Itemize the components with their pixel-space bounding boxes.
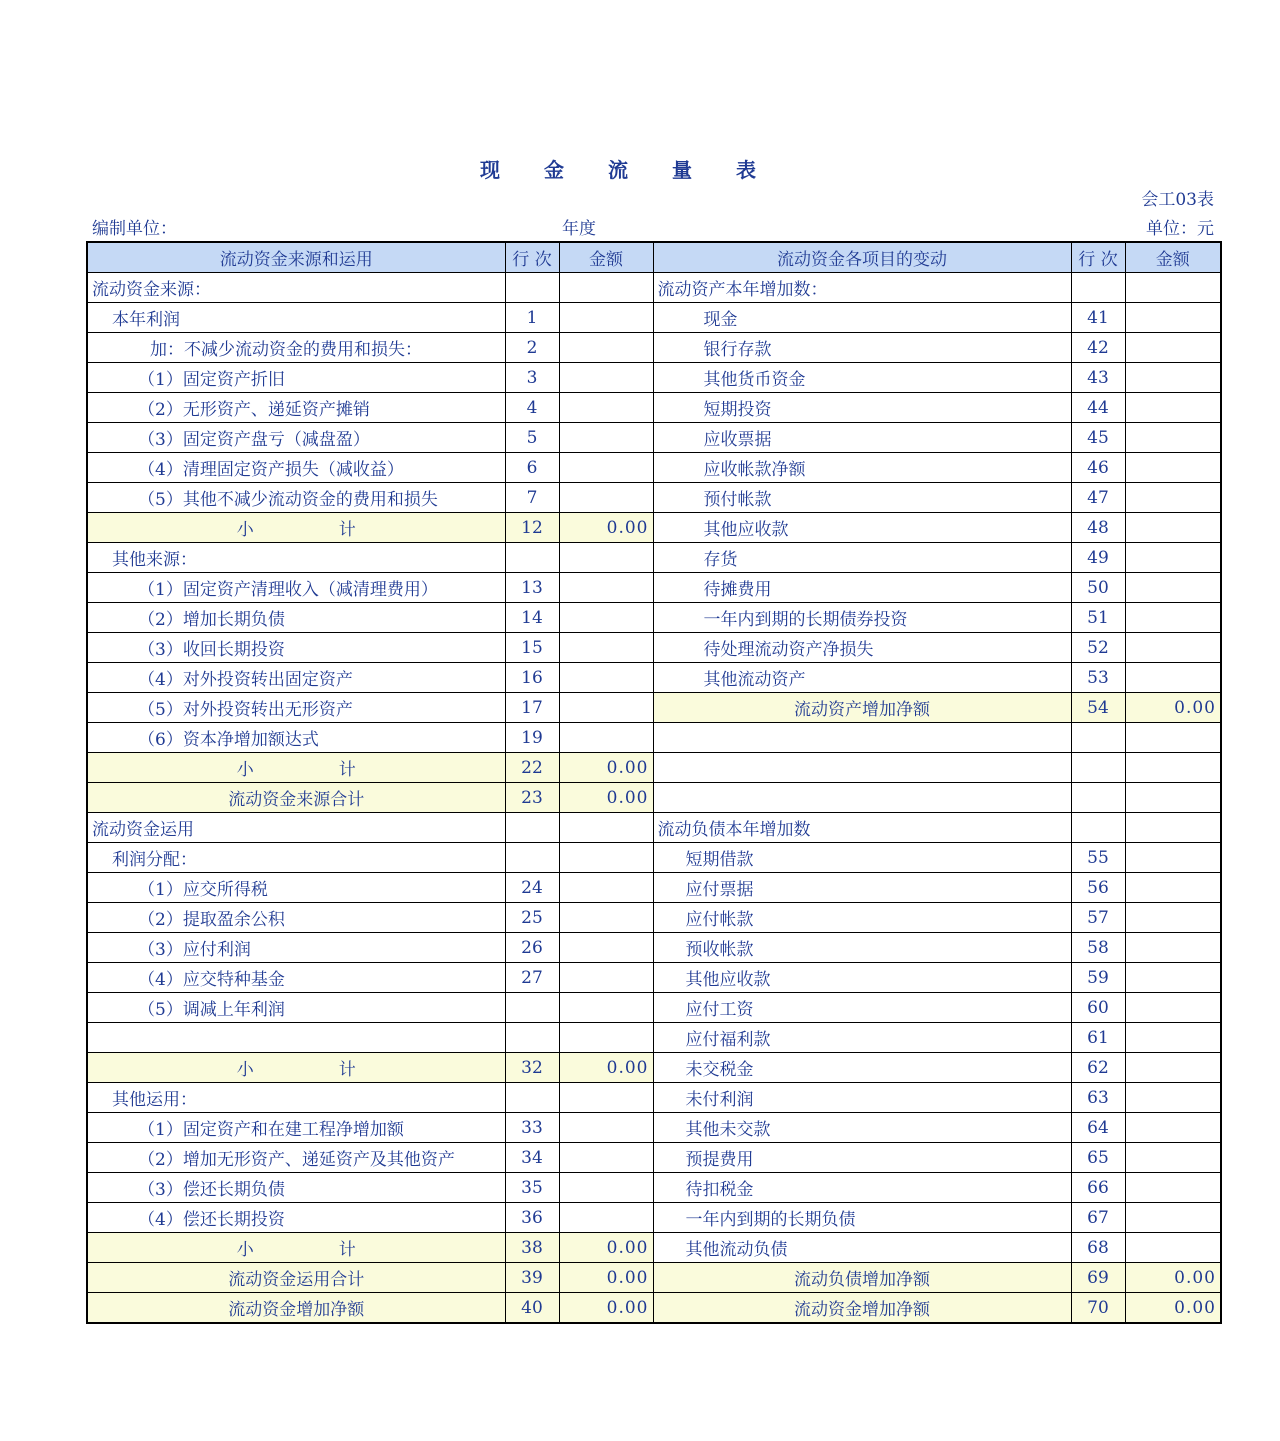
right-item-cell: 应付福利款 xyxy=(653,1023,1071,1053)
left-line-cell: 36 xyxy=(505,1203,559,1233)
table-row xyxy=(87,963,1221,993)
right-amount-cell xyxy=(1125,633,1221,663)
right-line-cell: 68 xyxy=(1071,1233,1125,1263)
table-row xyxy=(87,1233,1221,1263)
table-row xyxy=(87,513,1221,543)
table-row xyxy=(87,1143,1221,1173)
left-item-cell: （4）偿还长期投资 xyxy=(87,1203,505,1233)
right-amount-cell xyxy=(1125,1233,1221,1263)
left-amount-cell xyxy=(559,1143,653,1173)
header-left-line: 行 次 xyxy=(505,242,559,273)
right-item-cell: 其他货币资金 xyxy=(653,363,1071,393)
left-line-cell: 27 xyxy=(505,963,559,993)
left-amount-cell xyxy=(559,573,653,603)
left-item-cell: （5）对外投资转出无形资产 xyxy=(87,693,505,723)
table-row xyxy=(87,453,1221,483)
left-amount-cell xyxy=(559,693,653,723)
table-row xyxy=(87,1173,1221,1203)
left-line-cell: 35 xyxy=(505,1173,559,1203)
left-item-cell: 其他运用： xyxy=(87,1083,505,1113)
page-title: 现金流量表 xyxy=(480,158,800,182)
left-line-cell: 40 xyxy=(505,1293,559,1324)
right-item-cell: 预付帐款 xyxy=(653,483,1071,513)
left-item-cell: （1）固定资产和在建工程净增加额 xyxy=(87,1113,505,1143)
table-row xyxy=(87,633,1221,663)
right-line-cell: 65 xyxy=(1071,1143,1125,1173)
table-row xyxy=(87,483,1221,513)
left-line-cell: 25 xyxy=(505,903,559,933)
right-amount-cell xyxy=(1125,333,1221,363)
left-line-cell: 3 xyxy=(505,363,559,393)
left-amount-cell: 0.00 xyxy=(559,513,653,543)
left-line-cell: 6 xyxy=(505,453,559,483)
left-item-cell: （4）清理固定资产损失（减收益） xyxy=(87,453,505,483)
right-amount-cell xyxy=(1125,813,1221,843)
left-item-cell: （5）调减上年利润 xyxy=(87,993,505,1023)
table-row xyxy=(87,1293,1221,1324)
left-item-cell: （1）固定资产清理收入（减清理费用） xyxy=(87,573,505,603)
right-item-cell: 流动负债本年增加数 xyxy=(653,813,1071,843)
form-code: 会工03表 xyxy=(1141,190,1214,210)
right-amount-cell xyxy=(1125,483,1221,513)
table-row xyxy=(87,693,1221,723)
left-line-cell: 22 xyxy=(505,753,559,783)
right-item-cell: 预提费用 xyxy=(653,1143,1071,1173)
reporting-unit-label: 编制单位： xyxy=(92,219,177,239)
table-header-row xyxy=(87,242,1221,273)
table-row xyxy=(87,573,1221,603)
right-amount-cell xyxy=(1125,663,1221,693)
left-amount-cell xyxy=(559,393,653,423)
table-row xyxy=(87,873,1221,903)
left-item-cell: （2）增加无形资产、递延资产及其他资产 xyxy=(87,1143,505,1173)
left-amount-cell xyxy=(559,1023,653,1053)
right-item-cell: 待扣税金 xyxy=(653,1173,1071,1203)
right-item-cell: 应收帐款净额 xyxy=(653,453,1071,483)
right-amount-cell: 0.00 xyxy=(1125,1293,1221,1324)
left-line-cell xyxy=(505,843,559,873)
right-line-cell: 49 xyxy=(1071,543,1125,573)
table-row xyxy=(87,783,1221,813)
right-amount-cell xyxy=(1125,513,1221,543)
table-row xyxy=(87,993,1221,1023)
left-item-cell xyxy=(87,1023,505,1053)
table-row xyxy=(87,723,1221,753)
table-row xyxy=(87,1113,1221,1143)
right-item-cell: 应收票据 xyxy=(653,423,1071,453)
right-line-cell: 60 xyxy=(1071,993,1125,1023)
right-line-cell xyxy=(1071,813,1125,843)
table-row xyxy=(87,1053,1221,1083)
right-line-cell: 46 xyxy=(1071,453,1125,483)
left-line-cell: 1 xyxy=(505,303,559,333)
left-line-cell: 34 xyxy=(505,1143,559,1173)
header-left-item: 流动资金来源和运用 xyxy=(87,242,505,273)
left-item-cell: 加：不减少流动资金的费用和损失： xyxy=(87,333,505,363)
left-amount-cell xyxy=(559,873,653,903)
right-line-cell: 54 xyxy=(1071,693,1125,723)
right-amount-cell xyxy=(1125,1083,1221,1113)
left-line-cell: 4 xyxy=(505,393,559,423)
right-line-cell: 70 xyxy=(1071,1293,1125,1324)
right-item-cell: 应付帐款 xyxy=(653,903,1071,933)
right-line-cell: 58 xyxy=(1071,933,1125,963)
table-row xyxy=(87,603,1221,633)
left-line-cell xyxy=(505,1023,559,1053)
left-item-cell: 本年利润 xyxy=(87,303,505,333)
right-item-cell: 未交税金 xyxy=(653,1053,1071,1083)
right-amount-cell xyxy=(1125,723,1221,753)
right-amount-cell xyxy=(1125,273,1221,303)
left-line-cell: 17 xyxy=(505,693,559,723)
right-item-cell: 其他未交款 xyxy=(653,1113,1071,1143)
left-amount-cell: 0.00 xyxy=(559,1233,653,1263)
left-amount-cell xyxy=(559,993,653,1023)
right-amount-cell xyxy=(1125,573,1221,603)
right-amount-cell xyxy=(1125,1023,1221,1053)
left-item-cell: 流动资金运用合计 xyxy=(87,1263,505,1293)
table-row xyxy=(87,423,1221,453)
right-item-cell: 现金 xyxy=(653,303,1071,333)
left-amount-cell xyxy=(559,333,653,363)
left-amount-cell xyxy=(559,453,653,483)
right-line-cell: 67 xyxy=(1071,1203,1125,1233)
left-item-cell: （3）偿还长期负债 xyxy=(87,1173,505,1203)
left-line-cell: 13 xyxy=(505,573,559,603)
right-amount-cell xyxy=(1125,783,1221,813)
right-item-cell: 其他应收款 xyxy=(653,513,1071,543)
left-amount-cell: 0.00 xyxy=(559,1293,653,1324)
right-item-cell: 一年内到期的长期负债 xyxy=(653,1203,1071,1233)
right-line-cell xyxy=(1071,753,1125,783)
right-amount-cell xyxy=(1125,873,1221,903)
right-amount-cell xyxy=(1125,753,1221,783)
right-line-cell: 64 xyxy=(1071,1113,1125,1143)
right-item-cell: 流动资金增加净额 xyxy=(653,1293,1071,1324)
left-line-cell: 38 xyxy=(505,1233,559,1263)
left-line-cell xyxy=(505,543,559,573)
left-amount-cell xyxy=(559,1083,653,1113)
right-amount-cell xyxy=(1125,543,1221,573)
right-amount-cell xyxy=(1125,1203,1221,1233)
left-amount-cell xyxy=(559,303,653,333)
left-item-cell: 利润分配： xyxy=(87,843,505,873)
right-amount-cell xyxy=(1125,303,1221,333)
header-left-amount: 金额 xyxy=(559,242,653,273)
left-amount-cell xyxy=(559,843,653,873)
left-line-cell: 5 xyxy=(505,423,559,453)
left-amount-cell: 0.00 xyxy=(559,753,653,783)
left-line-cell: 15 xyxy=(505,633,559,663)
left-item-cell: （3）固定资产盘亏（减盘盈） xyxy=(87,423,505,453)
table-row xyxy=(87,813,1221,843)
left-item-cell: 小 计 xyxy=(87,513,505,543)
right-line-cell: 41 xyxy=(1071,303,1125,333)
left-item-cell: （1）应交所得税 xyxy=(87,873,505,903)
right-amount-cell xyxy=(1125,903,1221,933)
left-item-cell: （6）资本净增加额达式 xyxy=(87,723,505,753)
left-item-cell: 小 计 xyxy=(87,753,505,783)
left-amount-cell xyxy=(559,933,653,963)
currency-unit-label: 单位：元 xyxy=(1146,219,1214,239)
right-amount-cell xyxy=(1125,1173,1221,1203)
left-item-cell: 其他来源： xyxy=(87,543,505,573)
right-item-cell: 应付工资 xyxy=(653,993,1071,1023)
left-line-cell: 14 xyxy=(505,603,559,633)
right-line-cell: 51 xyxy=(1071,603,1125,633)
left-amount-cell xyxy=(559,723,653,753)
left-item-cell: 小 计 xyxy=(87,1233,505,1263)
cash-flow-table xyxy=(86,241,1222,1324)
right-amount-cell: 0.00 xyxy=(1125,693,1221,723)
left-line-cell: 7 xyxy=(505,483,559,513)
left-amount-cell xyxy=(559,273,653,303)
table-row xyxy=(87,543,1221,573)
left-amount-cell: 0.00 xyxy=(559,1053,653,1083)
left-item-cell: 小 计 xyxy=(87,1053,505,1083)
right-line-cell: 59 xyxy=(1071,963,1125,993)
right-amount-cell xyxy=(1125,453,1221,483)
right-line-cell: 43 xyxy=(1071,363,1125,393)
right-amount-cell xyxy=(1125,1143,1221,1173)
right-item-cell: 其他应收款 xyxy=(653,963,1071,993)
table-row xyxy=(87,1083,1221,1113)
left-line-cell xyxy=(505,993,559,1023)
right-item-cell: 其他流动资产 xyxy=(653,663,1071,693)
left-item-cell: 流动资金来源： xyxy=(87,273,505,303)
right-item-cell xyxy=(653,723,1071,753)
table-row xyxy=(87,333,1221,363)
right-amount-cell xyxy=(1125,933,1221,963)
left-amount-cell xyxy=(559,423,653,453)
right-item-cell xyxy=(653,753,1071,783)
left-line-cell xyxy=(505,1083,559,1113)
header-right-line: 行 次 xyxy=(1071,242,1125,273)
right-item-cell: 短期借款 xyxy=(653,843,1071,873)
table-row xyxy=(87,303,1221,333)
right-amount-cell xyxy=(1125,963,1221,993)
left-amount-cell: 0.00 xyxy=(559,1263,653,1293)
right-amount-cell xyxy=(1125,1113,1221,1143)
left-line-cell: 19 xyxy=(505,723,559,753)
left-amount-cell xyxy=(559,483,653,513)
left-item-cell: （1）固定资产折旧 xyxy=(87,363,505,393)
left-amount-cell xyxy=(559,1203,653,1233)
right-line-cell: 57 xyxy=(1071,903,1125,933)
right-item-cell: 预收帐款 xyxy=(653,933,1071,963)
left-item-cell: 流动资金增加净额 xyxy=(87,1293,505,1324)
left-amount-cell xyxy=(559,813,653,843)
left-line-cell: 26 xyxy=(505,933,559,963)
right-item-cell: 流动资产增加净额 xyxy=(653,693,1071,723)
right-amount-cell xyxy=(1125,393,1221,423)
left-item-cell: （4）应交特种基金 xyxy=(87,963,505,993)
table-row xyxy=(87,1203,1221,1233)
right-amount-cell xyxy=(1125,423,1221,453)
left-item-cell: （5）其他不减少流动资金的费用和损失 xyxy=(87,483,505,513)
left-item-cell: （2）增加长期负债 xyxy=(87,603,505,633)
table-row xyxy=(87,903,1221,933)
right-item-cell: 未付利润 xyxy=(653,1083,1071,1113)
table-row xyxy=(87,273,1221,303)
left-line-cell: 32 xyxy=(505,1053,559,1083)
left-line-cell xyxy=(505,813,559,843)
right-amount-cell: 0.00 xyxy=(1125,1263,1221,1293)
left-amount-cell xyxy=(559,663,653,693)
right-line-cell: 45 xyxy=(1071,423,1125,453)
right-line-cell: 63 xyxy=(1071,1083,1125,1113)
right-line-cell: 52 xyxy=(1071,633,1125,663)
left-line-cell: 39 xyxy=(505,1263,559,1293)
right-line-cell: 42 xyxy=(1071,333,1125,363)
left-item-cell: （2）无形资产、递延资产摊销 xyxy=(87,393,505,423)
right-line-cell: 61 xyxy=(1071,1023,1125,1053)
left-item-cell: （3）应付利润 xyxy=(87,933,505,963)
left-amount-cell xyxy=(559,633,653,663)
left-line-cell: 12 xyxy=(505,513,559,543)
left-amount-cell xyxy=(559,603,653,633)
table-row xyxy=(87,843,1221,873)
left-amount-cell xyxy=(559,1113,653,1143)
table-row xyxy=(87,1263,1221,1293)
left-amount-cell xyxy=(559,1173,653,1203)
header-right-amount: 金额 xyxy=(1125,242,1221,273)
left-line-cell: 2 xyxy=(505,333,559,363)
table-row xyxy=(87,363,1221,393)
right-line-cell: 50 xyxy=(1071,573,1125,603)
right-item-cell: 存货 xyxy=(653,543,1071,573)
right-item-cell: 短期投资 xyxy=(653,393,1071,423)
right-item-cell: 一年内到期的长期债券投资 xyxy=(653,603,1071,633)
left-amount-cell xyxy=(559,363,653,393)
left-amount-cell: 0.00 xyxy=(559,783,653,813)
right-item-cell: 流动资产本年增加数： xyxy=(653,273,1071,303)
right-item-cell: 应付票据 xyxy=(653,873,1071,903)
right-line-cell xyxy=(1071,273,1125,303)
right-line-cell: 53 xyxy=(1071,663,1125,693)
right-line-cell xyxy=(1071,783,1125,813)
table-row xyxy=(87,933,1221,963)
right-item-cell: 待处理流动资产净损失 xyxy=(653,633,1071,663)
left-amount-cell xyxy=(559,543,653,573)
right-item-cell: 流动负债增加净额 xyxy=(653,1263,1071,1293)
left-item-cell: （3）收回长期投资 xyxy=(87,633,505,663)
right-amount-cell xyxy=(1125,843,1221,873)
left-item-cell: 流动资金来源合计 xyxy=(87,783,505,813)
right-line-cell: 69 xyxy=(1071,1263,1125,1293)
right-item-cell xyxy=(653,783,1071,813)
table-row xyxy=(87,753,1221,783)
right-amount-cell xyxy=(1125,1053,1221,1083)
left-line-cell: 33 xyxy=(505,1113,559,1143)
right-line-cell: 44 xyxy=(1071,393,1125,423)
right-line-cell: 66 xyxy=(1071,1173,1125,1203)
table-row xyxy=(87,1023,1221,1053)
left-item-cell: 流动资金运用 xyxy=(87,813,505,843)
right-line-cell: 56 xyxy=(1071,873,1125,903)
left-line-cell: 24 xyxy=(505,873,559,903)
left-item-cell: （2）提取盈余公积 xyxy=(87,903,505,933)
right-line-cell: 47 xyxy=(1071,483,1125,513)
right-item-cell: 其他流动负债 xyxy=(653,1233,1071,1263)
left-line-cell xyxy=(505,273,559,303)
left-line-cell: 16 xyxy=(505,663,559,693)
table-row xyxy=(87,663,1221,693)
right-line-cell: 62 xyxy=(1071,1053,1125,1083)
right-line-cell: 48 xyxy=(1071,513,1125,543)
left-item-cell: （4）对外投资转出固定资产 xyxy=(87,663,505,693)
left-amount-cell xyxy=(559,903,653,933)
right-amount-cell xyxy=(1125,363,1221,393)
table-row xyxy=(87,393,1221,423)
right-item-cell: 待摊费用 xyxy=(653,573,1071,603)
header-right-item: 流动资金各项目的变动 xyxy=(653,242,1071,273)
year-label: 年度 xyxy=(562,219,596,239)
right-line-cell: 55 xyxy=(1071,843,1125,873)
left-amount-cell xyxy=(559,963,653,993)
right-item-cell: 银行存款 xyxy=(653,333,1071,363)
right-amount-cell xyxy=(1125,993,1221,1023)
right-amount-cell xyxy=(1125,603,1221,633)
right-line-cell xyxy=(1071,723,1125,753)
left-line-cell: 23 xyxy=(505,783,559,813)
